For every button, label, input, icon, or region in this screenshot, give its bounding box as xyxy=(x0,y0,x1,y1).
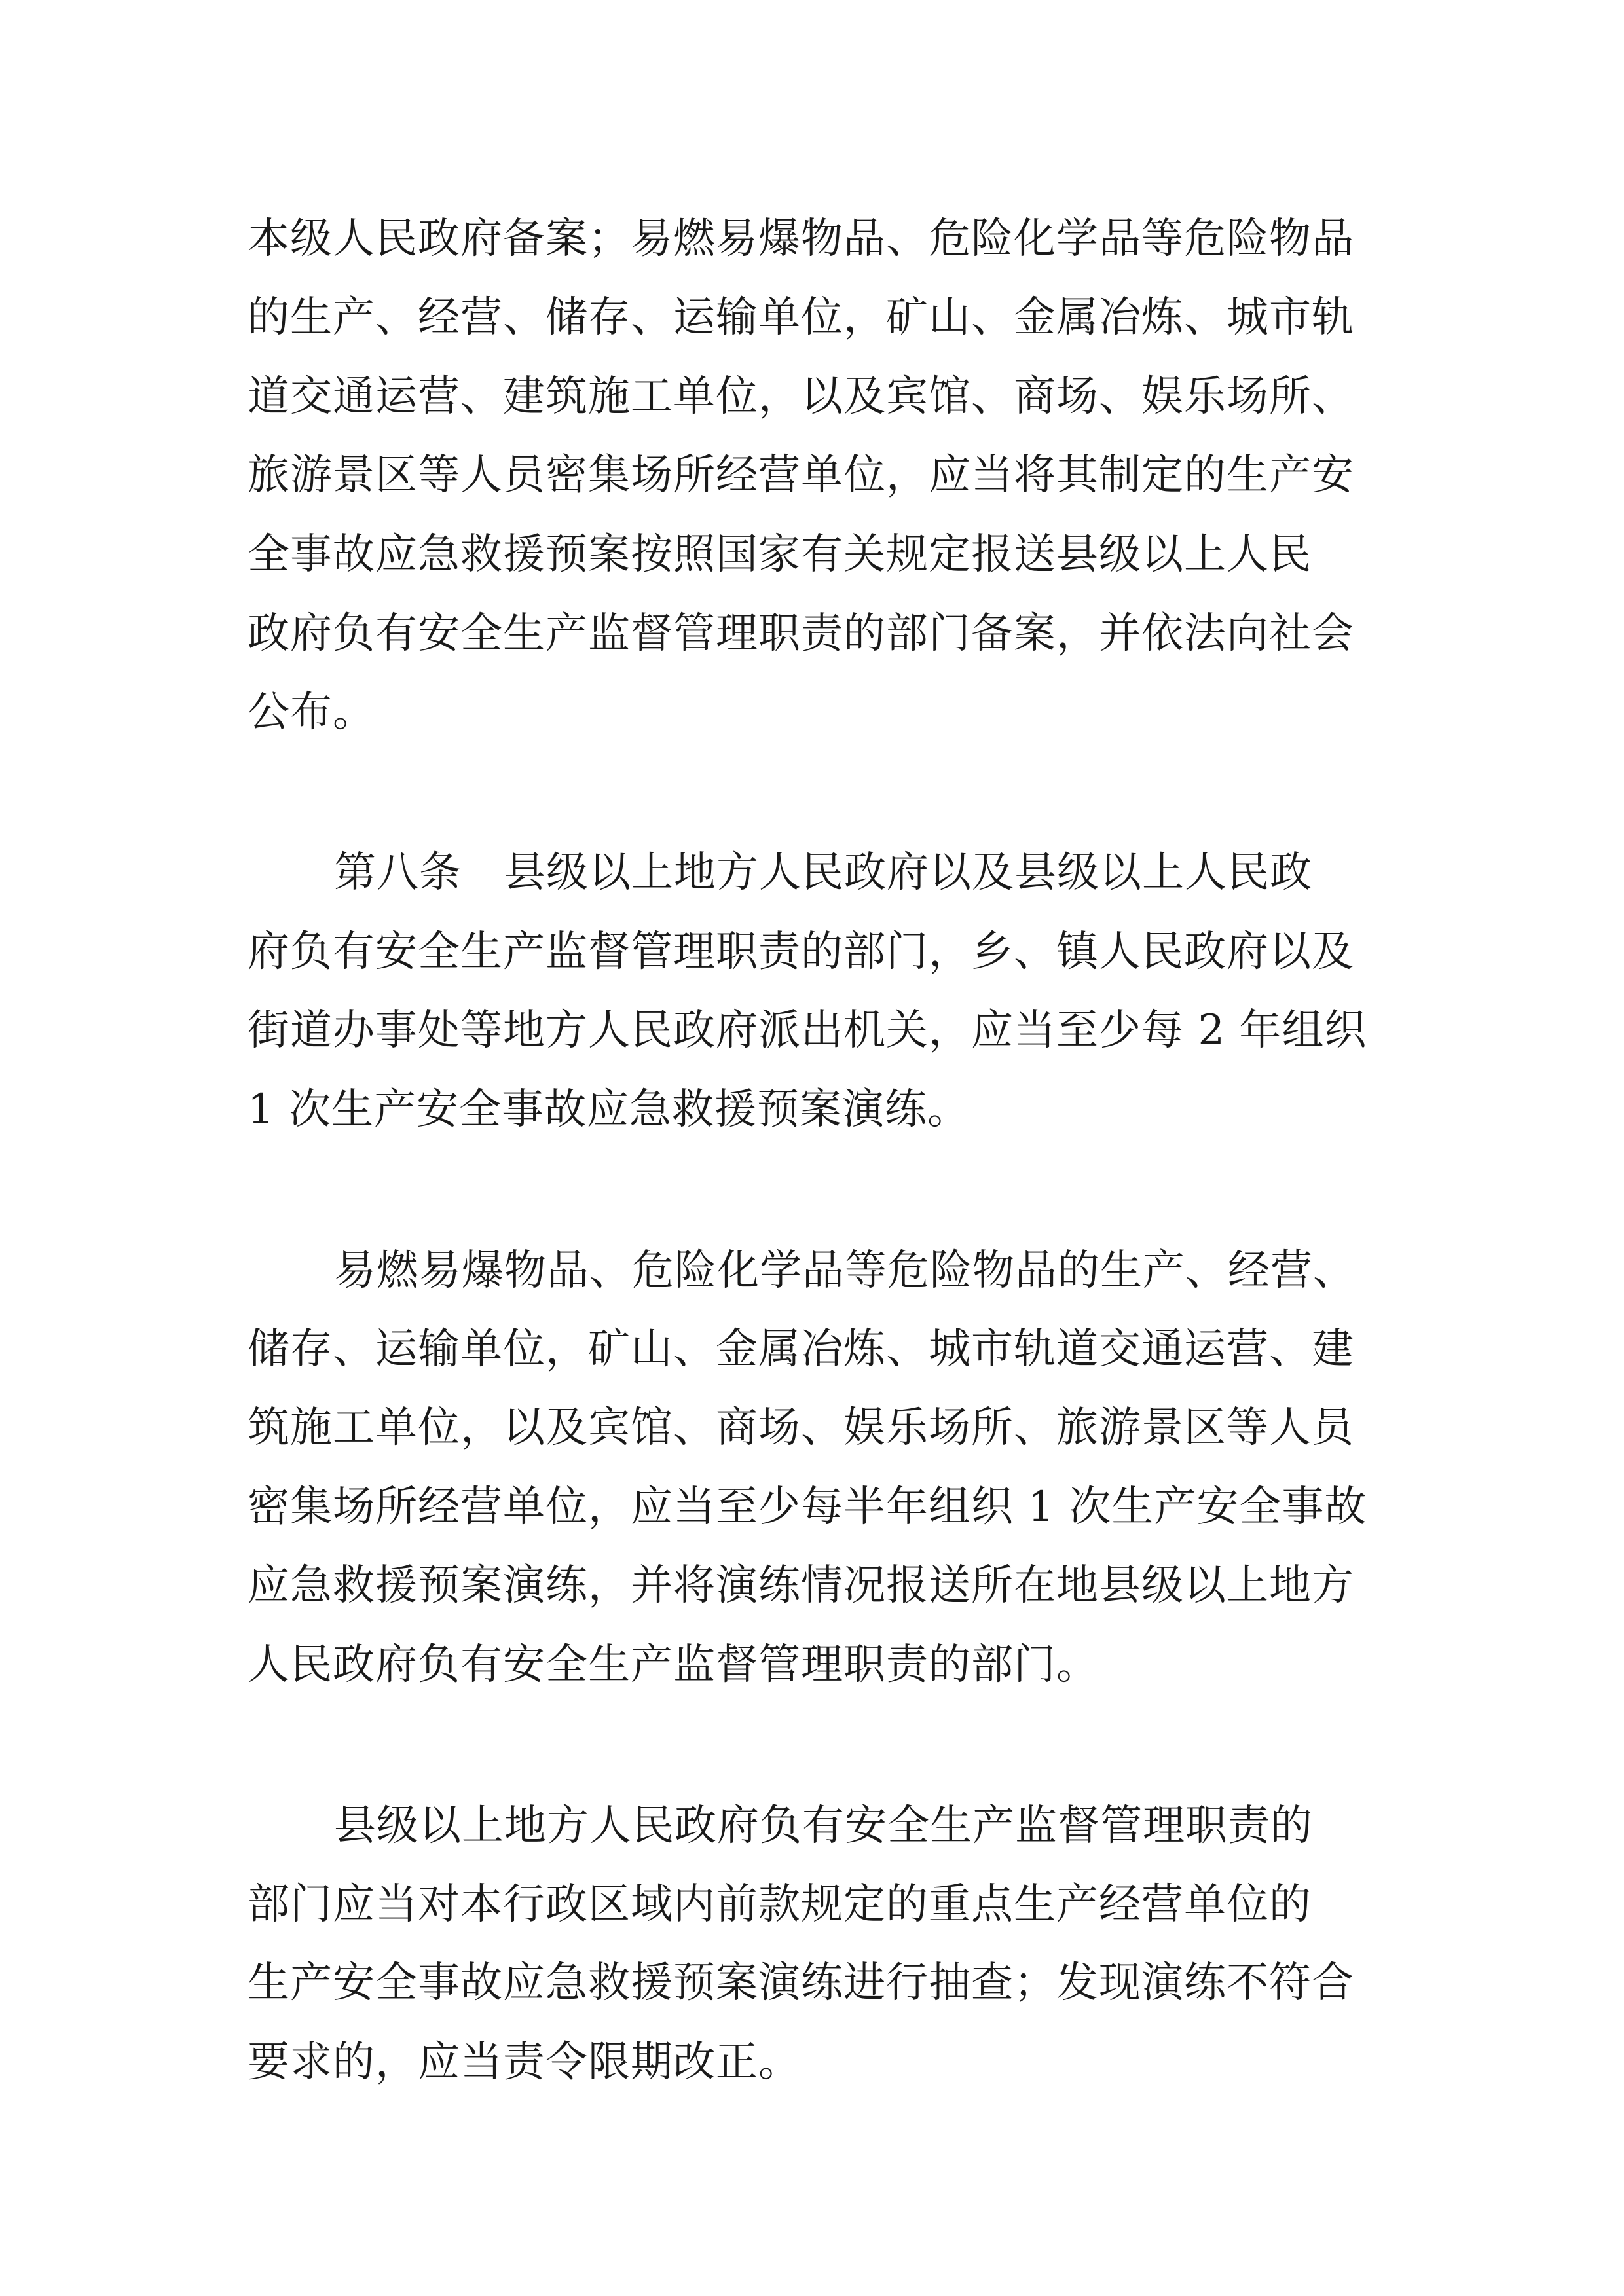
paragraph-3-line-2: 储存、运输单位，矿山、金属冶炼、城市轨道交通运营、建 xyxy=(248,1325,1354,1374)
paragraph-1-line-4: 旅游景区等人员密集场所经营单位，应当将其制定的生产安 xyxy=(248,451,1354,500)
article-8-line-2: 府负有安全生产监督管理职责的部门，乡、镇人民政府以及 xyxy=(248,928,1354,976)
paragraph-3-line-6: 人民政府负有安全生产监督管理职责的部门。 xyxy=(248,1641,1099,1689)
article-8-first-line xyxy=(334,840,1400,905)
paragraph-3-line-1: 易燃易爆物品、危险化学品等危险物品的生产、经营、 xyxy=(334,1247,1356,1295)
paragraph-1-line-5: 全事故应急救援预案按照国家有关规定报送县级以上人民 xyxy=(248,530,1312,579)
article-8-label: 第八条 xyxy=(334,848,462,897)
paragraph-3-line-3: 筑施工单位，以及宾馆、商场、娱乐场所、旅游景区等人员 xyxy=(248,1404,1354,1452)
paragraph-4-line-4: 要求的，应当责令限期改正。 xyxy=(248,2038,801,2086)
article-8-line-3: 街道办事处等地方人民政府派出机关，应当至少每 2 年组织 xyxy=(248,1006,1367,1055)
paragraph-4-line-1: 县级以上地方人民政府负有安全生产监督管理职责的 xyxy=(334,1802,1313,1850)
paragraph-4-line-2: 部门应当对本行政区域内前款规定的重点生产经营单位的 xyxy=(248,1880,1312,1929)
article-8-text-start: 县级以上地方人民政府以及县级以上人民政 xyxy=(504,848,1312,897)
paragraph-3-line-5: 应急救援预案演练，并将演练情况报送所在地县级以上地方 xyxy=(248,1561,1354,1610)
paragraph-4-line-3: 生产安全事故应急救援预案演练进行抽查；发现演练不符合 xyxy=(248,1959,1354,2007)
paragraph-1-line-6: 政府负有安全生产监督管理职责的部门备案，并依法向社会 xyxy=(248,610,1354,658)
paragraph-1-line-1: 本级人民政府备案；易燃易爆物品、危险化学品等危险物品 xyxy=(248,215,1354,263)
article-8-line-4: 1 次生产安全事故应急救援预案演练。 xyxy=(248,1085,970,1134)
paragraph-3-line-4: 密集场所经营单位，应当至少每半年组织 1 次生产安全事故 xyxy=(248,1483,1367,1531)
paragraph-1-line-7: 公布。 xyxy=(248,688,375,737)
paragraph-1-line-2: 的生产、经营、储存、运输单位，矿山、金属冶炼、城市轨 xyxy=(248,293,1354,342)
paragraph-1-line-3: 道交通运营、建筑施工单位，以及宾馆、商场、娱乐场所、 xyxy=(248,373,1354,421)
